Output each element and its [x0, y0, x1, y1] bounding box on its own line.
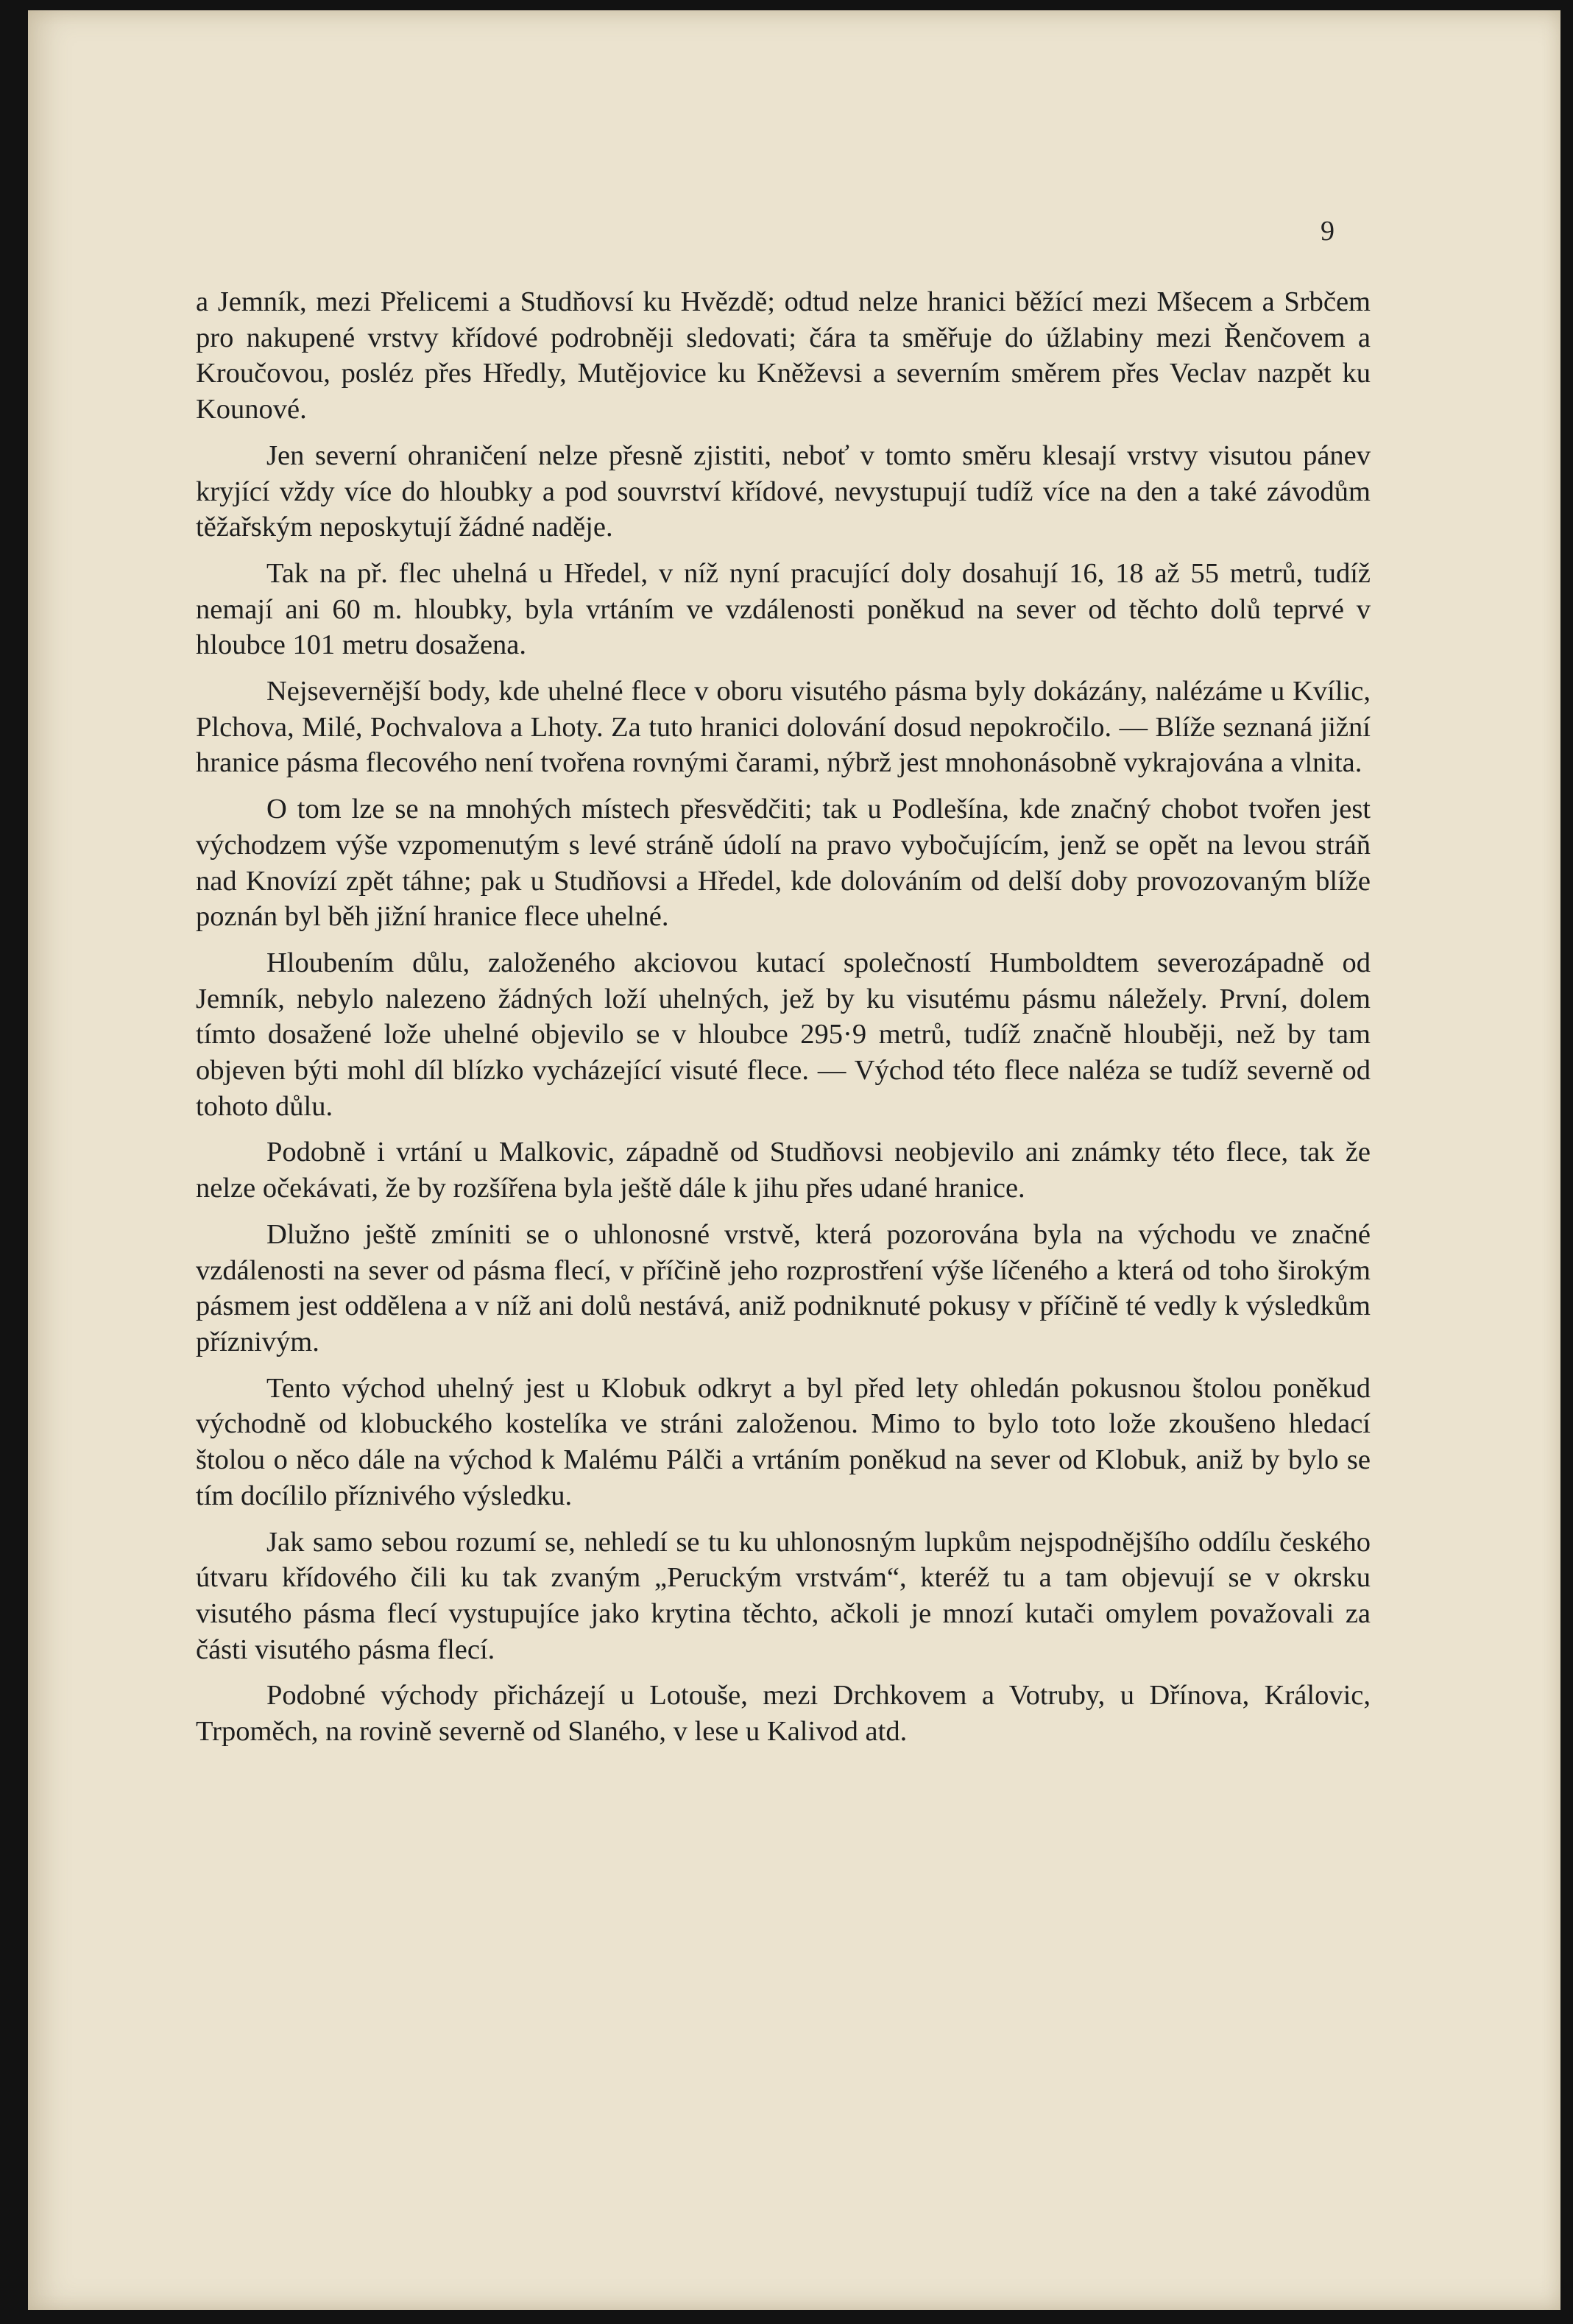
body-text: [196, 284, 1371, 1760]
paragraph-1: a Jemník, mezi Přelicemi a Studňovsí ku Hvězdě; odtud nelze hranici běžící mezi Mšecem a Srbčem pro nakupené vrstvy křídové podrobněji sledovati; čára ta směřuje do úžlabiny mezi Řenčovem a Kroučovou, posléz přes Hředly, Mutějovice ku Kněževsi a severním směrem přes Veclav nazpět ku Kounové.: [196, 286, 1371, 425]
paragraph-11: Podobné východy přicházejí u Lotouše, mezi Drchkovem a Votruby, u Dřínova, Královic, Trpoměch, na rovině severně od Slaného, v lese u Kalivod atd.: [196, 1680, 1371, 1748]
paragraph-6: Hloubením důlu, založeného akciovou kutací společností Humboldtem severozápadně od Jemník, nebylo nalezeno žádných loží uhelných, jež by ku visutému pásmu náležely. První, dolem tímto dosažené lože uhelné objevilo se v hloubce 295·9 metrů, tudíž značně hlouběji, než by tam objeven býti mohl díl blízko vycházející visuté flece. — Východ této flece naléza se tudíž severně od tohoto důlu.: [196, 947, 1371, 1122]
paragraph-3: Tak na př. flec uhelná u Hředel, v níž nyní pracující doly dosahují 16, 18 až 55 metrů, tudíž nemají ani 60 m. hloubky, byla vrtáním ve vzdálenosti poněkud na sever od těchto dolů teprvé v hloubce 101 metru dosažena.: [196, 557, 1371, 661]
book-page: [28, 10, 1560, 2310]
page-number: 9: [1321, 216, 1335, 247]
paragraph-4: Nejsevernější body, kde uhelné flece v oboru visutého pásma byly dokázány, nalézáme u Kvílic, Plchova, Milé, Pochvalova a Lhoty. Za tuto hranici dolování dosud nepokročilo. — Blíže seznaná jižní hranice pásma flecového není tvořena rovnými čarami, nýbrž jest mnohonásobně vykrajována a vlnita.: [196, 676, 1371, 779]
paragraph-2: Jen severní ohraničení nelze přesně zjistiti, neboť v tomto směru klesají vrstvy visutou pánev kryjící vždy více do hloubky a pod souvrství křídové, nevystupují tudíž více na den a také závodům těžařským neposkytují žádné naděje.: [196, 439, 1371, 543]
paragraph-7: Podobně i vrtání u Malkovic, západně od Studňovsi neobjevilo ani známky této flece, tak že nelze očekávati, že by rozšířena byla ještě dále k jihu přes udané hranice.: [196, 1137, 1371, 1204]
paragraph-10: Jak samo sebou rozumí se, nehledí se tu ku uhlonosným lupkům nejspodnějšího oddílu českého útvaru křídového čili ku tak zvaným „Peruckým vrstvám“, kteréž tu a tam objevují se v okrsku visutého pásma flecí vystupujíce jako krytina těchto, ačkoli je mnozí kutači omylem považovali za části visutého pásma flecí.: [196, 1526, 1371, 1665]
paragraph-5: O tom lze se na mnohých místech přesvědčiti; tak u Podlešína, kde značný chobot tvořen jest východzem výše vzpomenutým s levé stráně údolí na pravo vybočujícím, jenž se opět na levou stráň nad Knovízí zpět táhne; pak u Studňovsi a Hředel, kde dolováním od delší doby provozovaným blíže poznán byl běh jižní hranice flece uhelné.: [196, 794, 1371, 933]
paragraph-9: Tento východ uhelný jest u Klobuk odkryt a byl před lety ohledán pokusnou štolou poněkud východně od klobuckého kostelíka ve stráni založenou. Mimo to bylo toto lože zkoušeno hledací štolou o něco dále na východ k Malému Pálči a vrtáním poněkud na sever od Klobuk, aniž by bylo se tím docílilo příznivého výsledku.: [196, 1372, 1371, 1511]
paragraph-8: Dlužno ještě zmíniti se o uhlonosné vrstvě, která pozorována byla na východu ve značné vzdálenosti na sever od pásma flecí, v příčině jeho rozprostření výše líčeného a která od toho širokým pásmem jest oddělena a v níž ani dolů nestává, aniž podniknuté pokusy v příčině té vedly k výsledkům příznivým.: [196, 1218, 1371, 1357]
